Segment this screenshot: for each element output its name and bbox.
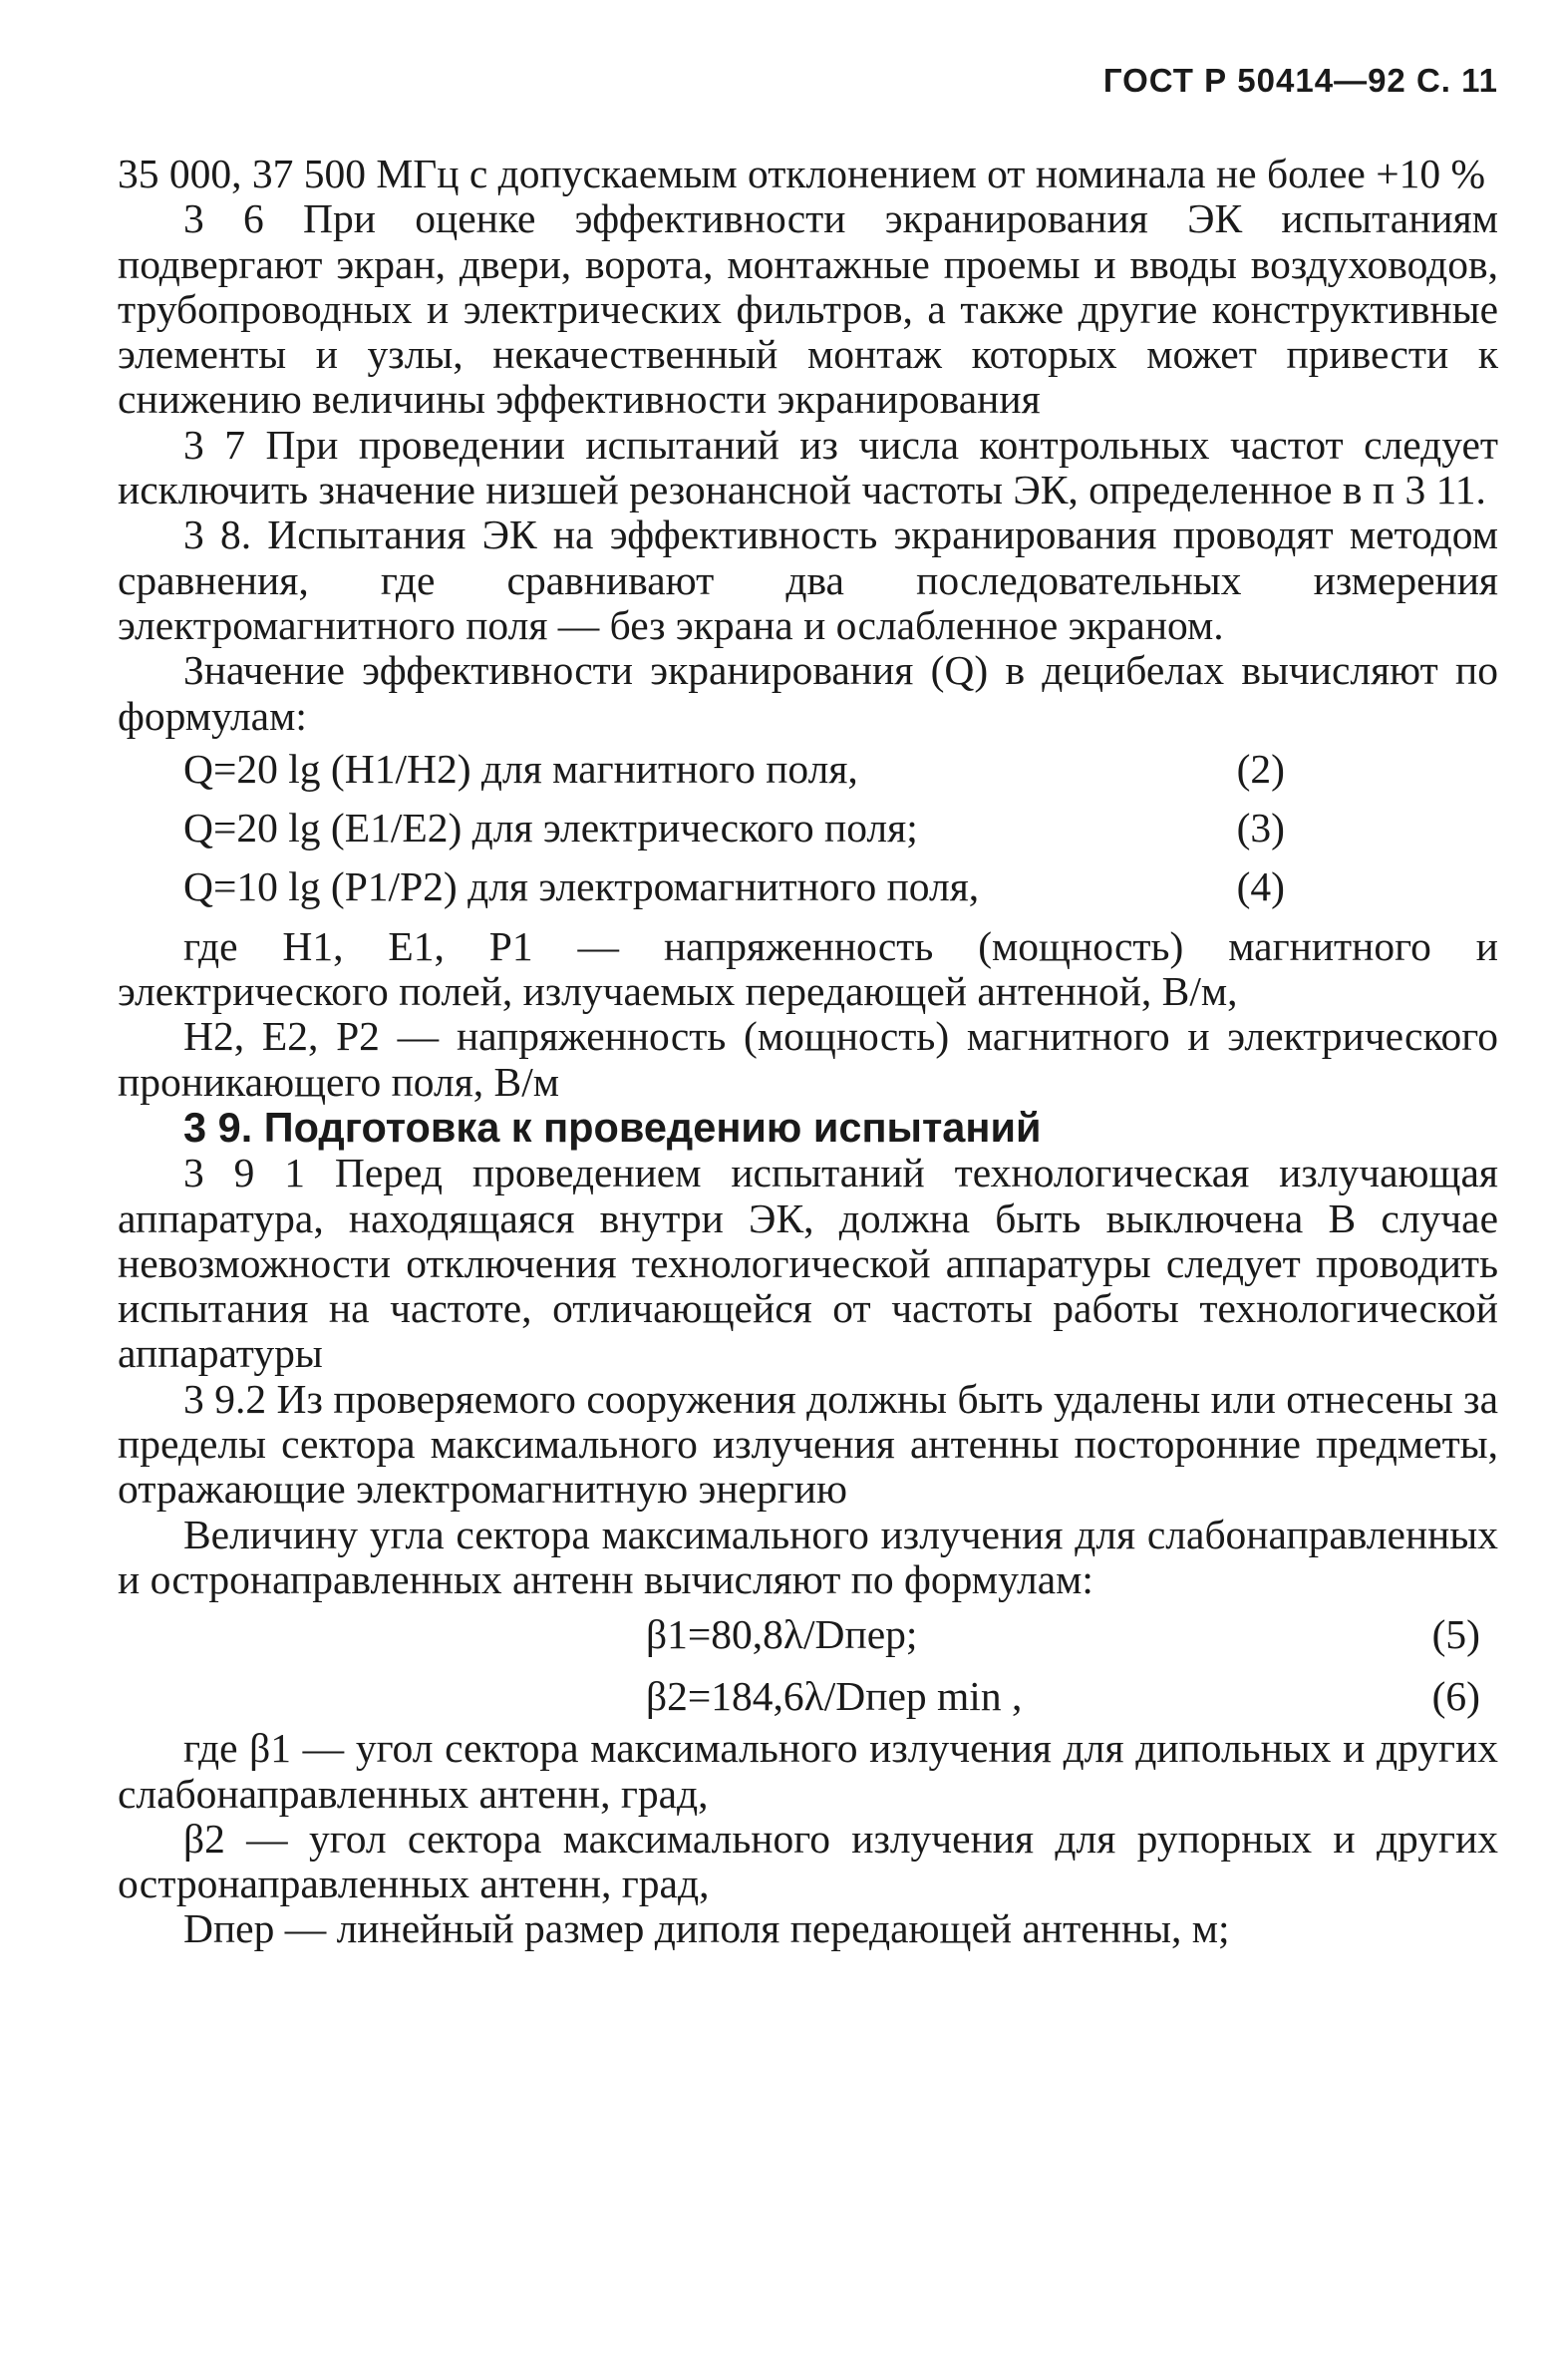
- paragraph-3-9-2-formulas-intro: Величину угла сектора максимального излучения для слабонаправленных и остронаправленных антенн вычисляют по формулам:: [118, 1511, 1498, 1602]
- section-3-9-title-text: 3 9. Подготовка к проведению испытаний: [183, 1103, 1042, 1151]
- formula-5-expression: β1=80,8λ/Dпер;: [646, 1611, 918, 1658]
- where-beta2: β2 — угол сектора максимального излучения для рупорных и других остронаправленных антенн, град,: [118, 1815, 1498, 1907]
- paragraph-3-7: 3 7 При проведении испытаний из числа контрольных частот следует исключить значение низшей резонансной частоты ЭК, определенное в п 3 11.: [118, 421, 1498, 513]
- formula-2: [183, 747, 1285, 792]
- paragraph-3-8-formulas-intro: Значение эффективности экранирования (Q) в децибелах вычисляют по формулам:: [118, 647, 1498, 739]
- formula-4-expression: Q=10 lg (P1/P2) для электромагнитного поля,: [183, 863, 980, 910]
- formula-6-number: (6): [1431, 1673, 1480, 1720]
- paragraph-frequencies: 35 000, 37 500 МГц с допускаемым отклонением от номинала не более +10 %: [118, 151, 1486, 196]
- paragraph-3-9-2: 3 9.2 Из проверяемого сооружения должны быть удалены или отнесены за пределы сектора максимального излучения антенны посторонние предметы, отражающие электромагнитную энергию: [118, 1375, 1498, 1513]
- formula-6: [118, 1674, 1498, 1726]
- formula-3-expression: Q=20 lg (E1/E2) для электрического поля;: [183, 805, 918, 851]
- where-d-per: Dпер — линейный размер диполя передающей антенны, м;: [183, 1905, 1230, 1952]
- paragraph-3-8: 3 8. Испытания ЭК на эффективность экранирования проводят методом сравнения, где сравнивают два последовательных измерения электромагнитного поля — без экрана и ослабленное экраном.: [118, 511, 1498, 648]
- where-h1-e1-p1: где H1, E1, P1 — напряженность (мощность) магнитного и электрического полей, излучаемых передающей антенной, В/м,: [118, 922, 1498, 1015]
- formula-2-number: (2): [1236, 745, 1285, 792]
- document-body: [118, 152, 1498, 1952]
- formula-6-expression: β2=184,6λ/Dпер min ,: [646, 1673, 1023, 1720]
- section-3-9-title: [118, 1105, 1498, 1151]
- formula-4: [183, 864, 1285, 909]
- paragraph-3-6: 3 6 При оценке эффективности экранирования ЭК испытаниям подвергают экран, двери, ворота, монтажные проемы и вводы воздуховодов, трубопроводных и электрических фильтров, а также другие конструктивные элементы и узлы, некачественный монтаж которых может привести к снижению величины эффективности экранирования: [118, 195, 1498, 423]
- formula-2-expression: Q=20 lg (H1/H2) для магнитного поля,: [183, 745, 858, 792]
- formula-3-number: (3): [1236, 805, 1285, 851]
- formula-4-number: (4): [1236, 863, 1285, 910]
- where-h2-e2-p2: H2, E2, P2 — напряженность (мощность) магнитного и электрического проникающего поля, В/м: [118, 1013, 1498, 1105]
- where-beta1: где β1 — угол сектора максимального излучения для дипольных и других слабонаправленных антенн, град,: [118, 1725, 1498, 1817]
- formula-5-number: (5): [1431, 1611, 1480, 1658]
- formula-3: [183, 806, 1285, 850]
- formula-5: [118, 1612, 1498, 1664]
- paragraph-3-9-1: 3 9 1 Перед проведением испытаний технологическая излучающая аппаратура, находящаяся внутри ЭК, должна быть выключена В случае невозможности отключения технологической аппаратуры следует проводить испытания на частоте, отличающейся от частоты работы технологической аппаратуры: [118, 1150, 1498, 1377]
- running-header: ГОСТ Р 50414—92 С. 11: [1102, 62, 1498, 99]
